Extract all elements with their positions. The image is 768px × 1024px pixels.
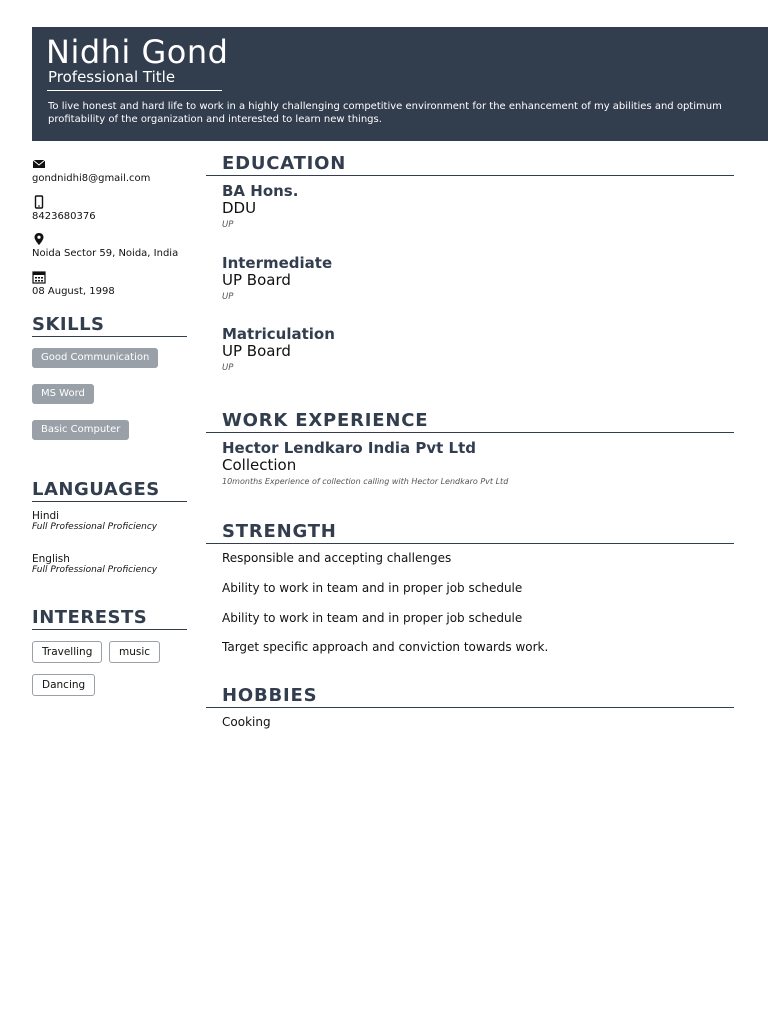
location-icon [32, 232, 46, 246]
skill-chip: MS Word [32, 384, 94, 404]
email-value: gondnidhi8@gmail.com [32, 173, 151, 184]
interests-heading: INTERESTS [32, 607, 187, 630]
contact-birthdate [32, 270, 115, 297]
skill-chip: Basic Computer [32, 420, 129, 440]
education-degree: Intermediate [222, 254, 333, 272]
strength-heading: STRENGTH [206, 521, 734, 544]
title-divider [47, 90, 222, 91]
email-icon [32, 157, 46, 171]
education-degree: Matriculation [222, 325, 335, 343]
strength-item: Ability to work in team and in proper job schedule [222, 581, 523, 595]
interest-chip: Travelling [32, 641, 102, 663]
work-description: 10months Experience of collection calling with Hector Lendkaro Pvt Ltd [222, 477, 509, 486]
hobbies-heading: HOBBIES [206, 685, 734, 708]
location-value: Noida Sector 59, Noida, India [32, 248, 179, 259]
calendar-icon [32, 270, 46, 284]
skill-chip: Good Communication [32, 348, 158, 368]
resume-header [32, 27, 768, 141]
contact-phone [32, 195, 96, 222]
education-institution: UP Board [222, 271, 291, 289]
education-institution: UP Board [222, 342, 291, 360]
skills-heading: SKILLS [32, 314, 187, 337]
education-institution: DDU [222, 199, 257, 217]
professional-title: Professional Title [48, 68, 176, 86]
language-name: Hindi [32, 510, 60, 522]
education-entry [222, 255, 734, 302]
education-entry [222, 326, 734, 373]
education-location: UP [222, 220, 234, 230]
languages-heading: LANGUAGES [32, 479, 187, 502]
language-level: Full Professional Proficiency [32, 565, 158, 575]
birthdate-value: 08 August, 1998 [32, 286, 115, 297]
contact-email [32, 157, 150, 184]
language-item [32, 510, 157, 532]
education-degree: BA Hons. [222, 182, 299, 200]
education-location: UP [222, 363, 234, 373]
language-item [32, 553, 157, 575]
interest-chip: music [109, 641, 160, 663]
hobby-item: Cooking [222, 715, 271, 729]
education-heading: EDUCATION [206, 153, 734, 176]
phone-value: 8423680376 [32, 211, 96, 222]
education-location: UP [222, 292, 234, 302]
work-role: Collection [222, 456, 297, 474]
interest-chip: Dancing [32, 674, 95, 696]
work-entry [222, 440, 734, 486]
objective-text: To live honest and hard life to work in a highly challenging competitive environment for the enhancement of my abilities and optimum profitability of the organization and interested to learn new things. [48, 101, 722, 125]
phone-icon [32, 195, 46, 209]
strength-item: Target specific approach and conviction towards work. [222, 640, 549, 654]
candidate-name: Nidhi Gond [46, 33, 229, 71]
language-level: Full Professional Proficiency [32, 522, 158, 532]
strength-item: Ability to work in team and in proper job schedule [222, 611, 523, 625]
contact-location [32, 232, 178, 259]
education-entry [222, 183, 734, 230]
work-company: Hector Lendkaro India Pvt Ltd [222, 439, 476, 457]
language-name: English [32, 553, 70, 565]
work-experience-heading: WORK EXPERIENCE [206, 410, 734, 433]
strength-item: Responsible and accepting challenges [222, 551, 452, 565]
